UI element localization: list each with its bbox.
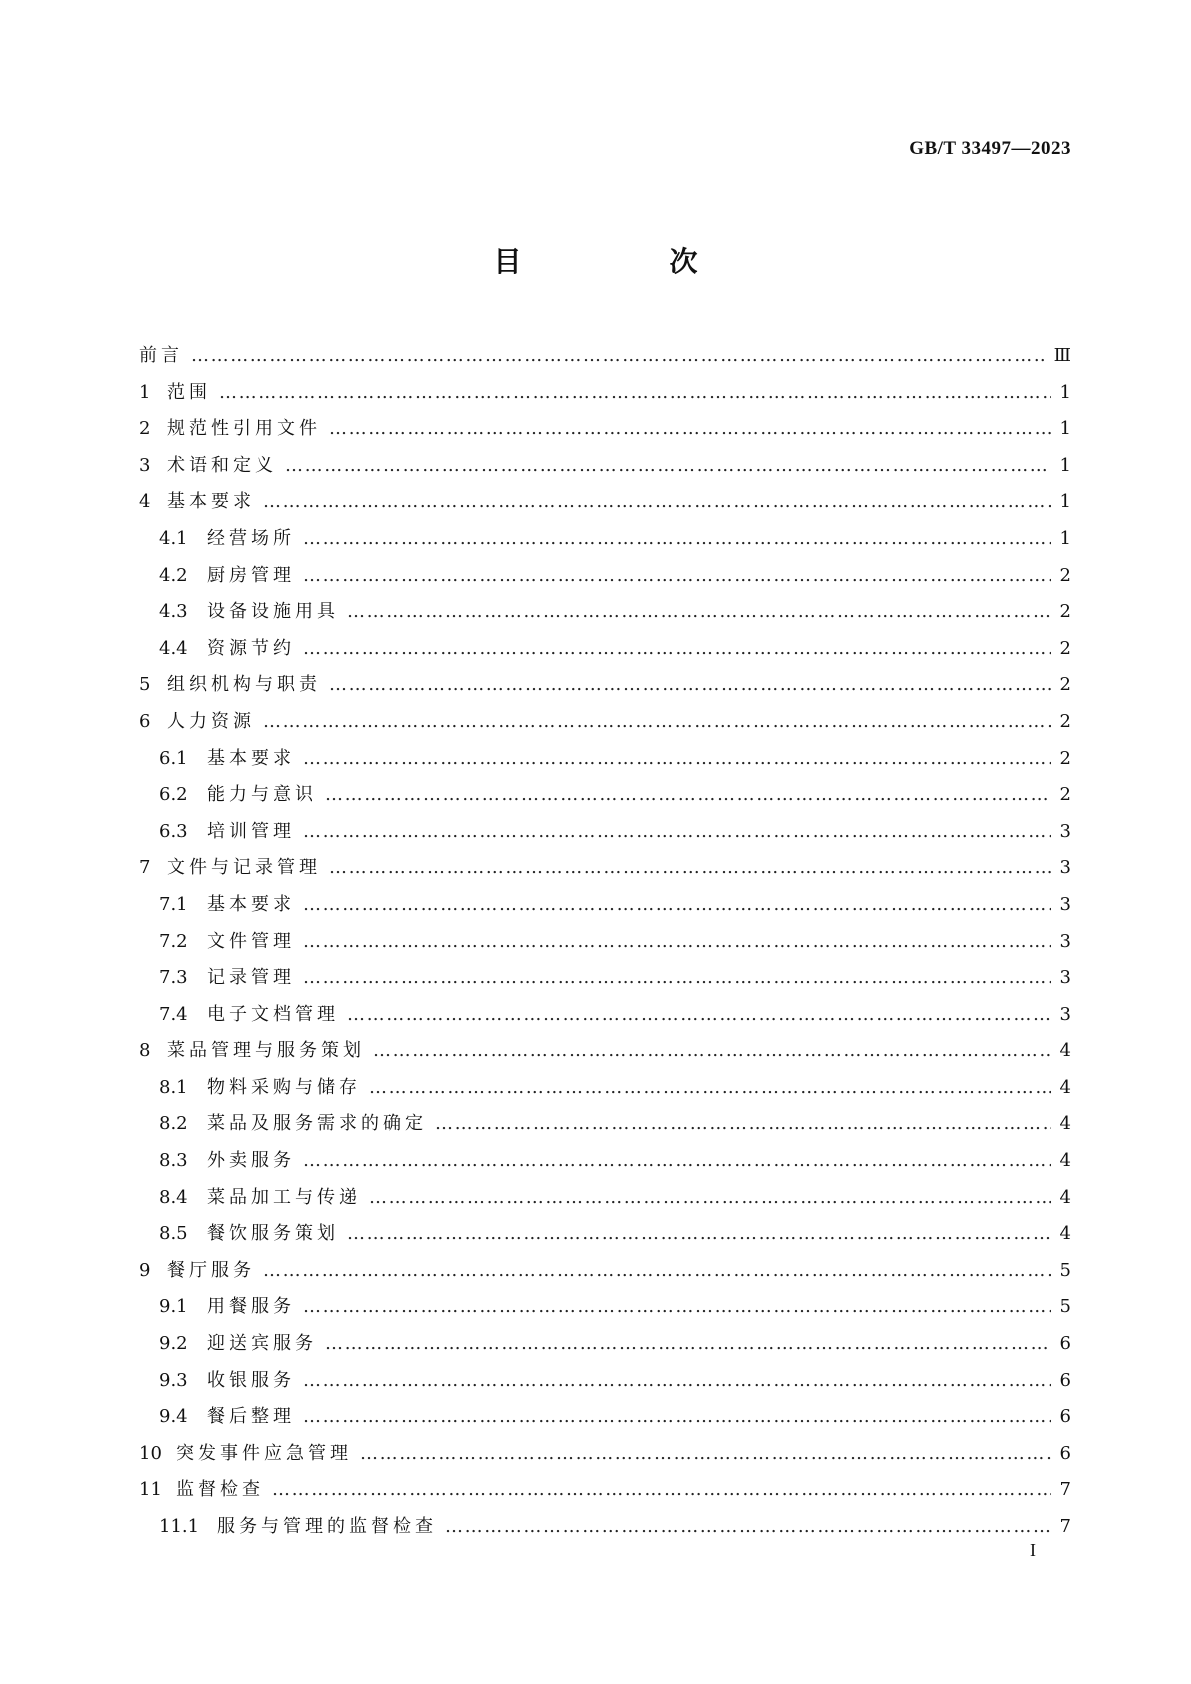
toc-leader-dots	[303, 631, 1051, 668]
toc-entry-number: 7.2	[159, 930, 188, 952]
toc-entry-label: 范围	[167, 381, 211, 403]
toc-entry-page: 4	[1059, 1223, 1071, 1245]
toc-entry-label: 人力资源	[167, 710, 255, 732]
toc-entry-label: 厨房管理	[207, 564, 295, 586]
toc-entry-number: 8.3	[159, 1150, 188, 1172]
toc-entry[interactable]	[139, 1143, 1071, 1180]
toc-entry-label: 基本要求	[207, 747, 295, 769]
toc-entry-page: 1	[1059, 527, 1071, 549]
toc-entry-number: 7.1	[159, 893, 188, 915]
toc-entry[interactable]	[139, 1106, 1071, 1143]
toc-entry-label: 组织机构与职责	[167, 674, 321, 696]
toc-entry-number: 4.1	[159, 527, 188, 549]
toc-entry-number: 11	[139, 1479, 162, 1501]
toc-entry-number: 9.1	[159, 1296, 188, 1318]
toc-entry-number: 9.3	[159, 1369, 188, 1391]
toc-entry-label: 监督检查	[176, 1479, 264, 1501]
toc-entry-page: Ⅲ	[1053, 345, 1071, 366]
toc-entry[interactable]	[139, 594, 1071, 631]
toc-entry-label: 菜品加工与传递	[207, 1186, 361, 1208]
page-title: 目 次	[493, 245, 758, 278]
toc-entry-number: 7.4	[159, 1003, 188, 1025]
toc-leader-dots	[369, 1070, 1051, 1107]
toc-entry[interactable]	[139, 1070, 1071, 1107]
toc-entry[interactable]	[139, 484, 1071, 521]
toc-entry[interactable]	[139, 960, 1071, 997]
toc-entry-page: 4	[1059, 1150, 1071, 1172]
toc-entry[interactable]	[139, 1363, 1071, 1400]
toc-entry-label: 培训管理	[207, 820, 295, 842]
toc-entry-number: 4.4	[159, 637, 188, 659]
toc-entry-page: 2	[1059, 564, 1071, 586]
toc-entry-label: 术语和定义	[167, 454, 277, 476]
toc-leader-dots	[263, 484, 1051, 521]
toc-entry-page: 1	[1059, 454, 1071, 476]
toc-entry-page: 4	[1059, 1186, 1071, 1208]
toc-entry[interactable]	[139, 1509, 1071, 1546]
toc-entry-number: 7.3	[159, 967, 188, 989]
toc-entry-page: 6	[1059, 1333, 1071, 1355]
toc-entry-page: 2	[1059, 637, 1071, 659]
toc-leader-dots	[347, 594, 1051, 631]
toc-entry-number: 6.1	[159, 747, 188, 769]
toc-entry-number: 9.2	[159, 1333, 188, 1355]
toc-leader-dots	[263, 1253, 1051, 1290]
toc-leader-dots	[325, 777, 1051, 814]
toc-leader-dots	[303, 1289, 1051, 1326]
toc-entry-label: 记录管理	[207, 967, 295, 989]
toc-leader-dots	[435, 1106, 1051, 1143]
toc-entry-number: 8	[139, 1040, 151, 1062]
toc-leader-dots	[303, 814, 1051, 851]
toc-entry-label: 资源节约	[207, 637, 295, 659]
toc-leader-dots	[303, 558, 1051, 595]
toc-entry[interactable]	[139, 1216, 1071, 1253]
toc-leader-dots	[303, 924, 1051, 961]
toc-entry-number: 3	[139, 454, 151, 476]
toc-leader-dots	[445, 1509, 1051, 1546]
toc-entry-label: 物料采购与储存	[207, 1076, 361, 1098]
toc-entry[interactable]	[139, 924, 1071, 961]
toc-entry-label: 设备设施用具	[207, 601, 339, 623]
toc-entry-number: 4.2	[159, 564, 188, 586]
toc-entry-page: 3	[1059, 967, 1071, 989]
toc-leader-dots	[347, 997, 1051, 1034]
toc-entry[interactable]	[139, 704, 1071, 741]
toc-entry-page: 4	[1059, 1040, 1071, 1062]
toc-entry-label: 餐饮服务策划	[207, 1223, 339, 1245]
toc-entry[interactable]	[139, 448, 1071, 485]
toc-leader-dots	[325, 1326, 1051, 1363]
toc-entry[interactable]	[139, 1399, 1071, 1436]
toc-leader-dots	[191, 338, 1046, 375]
toc-entry-number: 7	[139, 857, 151, 879]
toc-entry-label: 用餐服务	[207, 1296, 295, 1318]
toc-leader-dots	[303, 1143, 1051, 1180]
toc-entry[interactable]	[139, 741, 1071, 778]
toc-entry-label: 规范性引用文件	[167, 418, 321, 440]
toc-entry-label: 电子文档管理	[207, 1003, 339, 1025]
toc-entry-page: 5	[1059, 1296, 1071, 1318]
toc-entry-number: 9.4	[159, 1406, 188, 1428]
toc-leader-dots	[347, 1216, 1051, 1253]
toc-entry-number: 10	[139, 1442, 162, 1464]
toc-leader-dots	[272, 1472, 1051, 1509]
toc-entry-page: 4	[1059, 1113, 1071, 1135]
toc-entry-number: 6.2	[159, 784, 188, 806]
toc-entry-page: 5	[1059, 1259, 1071, 1281]
toc-leader-dots	[303, 1399, 1051, 1436]
toc-leader-dots	[329, 850, 1051, 887]
toc-entry-page: 1	[1059, 418, 1071, 440]
toc-entry-label: 前言	[139, 345, 183, 366]
toc-leader-dots	[263, 704, 1051, 741]
toc-entry-number: 1	[139, 381, 151, 403]
toc-entry-page: 2	[1059, 784, 1071, 806]
toc-entry[interactable]	[139, 375, 1071, 412]
toc-entry-page: 3	[1059, 930, 1071, 952]
toc-entry[interactable]	[139, 558, 1071, 595]
toc-entry-page: 3	[1059, 1003, 1071, 1025]
toc-entry[interactable]	[139, 667, 1071, 704]
toc-leader-dots	[303, 960, 1051, 997]
toc-entry-label: 收银服务	[207, 1369, 295, 1391]
toc-leader-dots	[373, 1033, 1051, 1070]
toc-leader-dots	[303, 741, 1051, 778]
toc-leader-dots	[329, 411, 1051, 448]
toc-leader-dots	[285, 448, 1051, 485]
toc-entry-label: 突发事件应急管理	[176, 1442, 352, 1464]
toc-entry[interactable]	[139, 338, 1071, 375]
toc-entry-label: 菜品及服务需求的确定	[207, 1113, 427, 1135]
toc-entry[interactable]	[139, 887, 1071, 924]
toc-entry-label: 经营场所	[207, 527, 295, 549]
toc-entry-page: 7	[1059, 1516, 1071, 1537]
toc-entry[interactable]	[139, 1436, 1071, 1473]
toc-leader-dots	[219, 375, 1051, 412]
toc-entry-number: 2	[139, 418, 151, 440]
toc-leader-dots	[369, 1180, 1051, 1217]
toc-entry-page: 3	[1059, 857, 1071, 879]
toc-entry-number: 8.5	[159, 1223, 188, 1245]
toc-entry-number: 8.2	[159, 1113, 188, 1135]
toc-entry-label: 能力与意识	[207, 784, 317, 806]
toc-leader-dots	[360, 1436, 1051, 1473]
toc-entry-label: 文件与记录管理	[167, 857, 321, 879]
toc-leader-dots	[303, 1363, 1051, 1400]
toc-entry[interactable]	[139, 777, 1071, 814]
toc-entry[interactable]	[139, 814, 1071, 851]
toc-entry-page: 6	[1059, 1442, 1071, 1464]
toc-entry[interactable]	[139, 850, 1071, 887]
toc-entry[interactable]	[139, 1180, 1071, 1217]
toc-entry[interactable]	[139, 1289, 1071, 1326]
toc-entry-number: 6	[139, 710, 151, 732]
toc-entry-label: 菜品管理与服务策划	[167, 1040, 365, 1062]
toc-entry-number: 11.1	[159, 1516, 200, 1537]
toc-entry-number: 6.3	[159, 820, 188, 842]
toc-entry-page: 6	[1059, 1406, 1071, 1428]
toc-entry[interactable]	[139, 411, 1071, 448]
toc-entry-number: 5	[139, 674, 151, 696]
toc-entry-page: 1	[1059, 491, 1071, 513]
toc-entry-page: 4	[1059, 1076, 1071, 1098]
toc-entry[interactable]	[139, 997, 1071, 1034]
toc-entry-label: 基本要求	[207, 893, 295, 915]
toc-entry[interactable]	[139, 1326, 1071, 1363]
toc-entry-label: 外卖服务	[207, 1150, 295, 1172]
table-of-contents	[139, 338, 1071, 1546]
toc-entry-page: 1	[1059, 381, 1071, 403]
toc-entry-page: 2	[1059, 601, 1071, 623]
toc-entry-label: 餐厅服务	[167, 1259, 255, 1281]
toc-entry[interactable]	[139, 631, 1071, 668]
toc-leader-dots	[329, 667, 1051, 704]
toc-entry-label: 服务与管理的监督检查	[217, 1516, 437, 1537]
toc-entry[interactable]	[139, 521, 1071, 558]
toc-entry-page: 3	[1059, 820, 1071, 842]
toc-entry-page: 2	[1059, 674, 1071, 696]
toc-entry-page: 6	[1059, 1369, 1071, 1391]
toc-entry-label: 餐后整理	[207, 1406, 295, 1428]
toc-entry-number: 9	[139, 1259, 151, 1281]
toc-entry-page: 3	[1059, 893, 1071, 915]
toc-entry-number: 4	[139, 491, 151, 513]
toc-entry-page: 2	[1059, 710, 1071, 732]
toc-entry-number: 8.4	[159, 1186, 188, 1208]
footer-page-number: I	[1030, 1540, 1036, 1560]
toc-entry-label: 基本要求	[167, 491, 255, 513]
toc-entry[interactable]	[139, 1472, 1071, 1509]
toc-entry-page: 2	[1059, 747, 1071, 769]
toc-entry-label: 迎送宾服务	[207, 1333, 317, 1355]
toc-leader-dots	[303, 521, 1051, 558]
toc-entry[interactable]	[139, 1253, 1071, 1290]
standard-code: GB/T 33497—2023	[909, 138, 1071, 159]
toc-leader-dots	[303, 887, 1051, 924]
toc-entry[interactable]	[139, 1033, 1071, 1070]
toc-entry-number: 8.1	[159, 1076, 188, 1098]
toc-entry-page: 7	[1059, 1479, 1071, 1501]
toc-entry-number: 4.3	[159, 601, 188, 623]
toc-entry-label: 文件管理	[207, 930, 295, 952]
